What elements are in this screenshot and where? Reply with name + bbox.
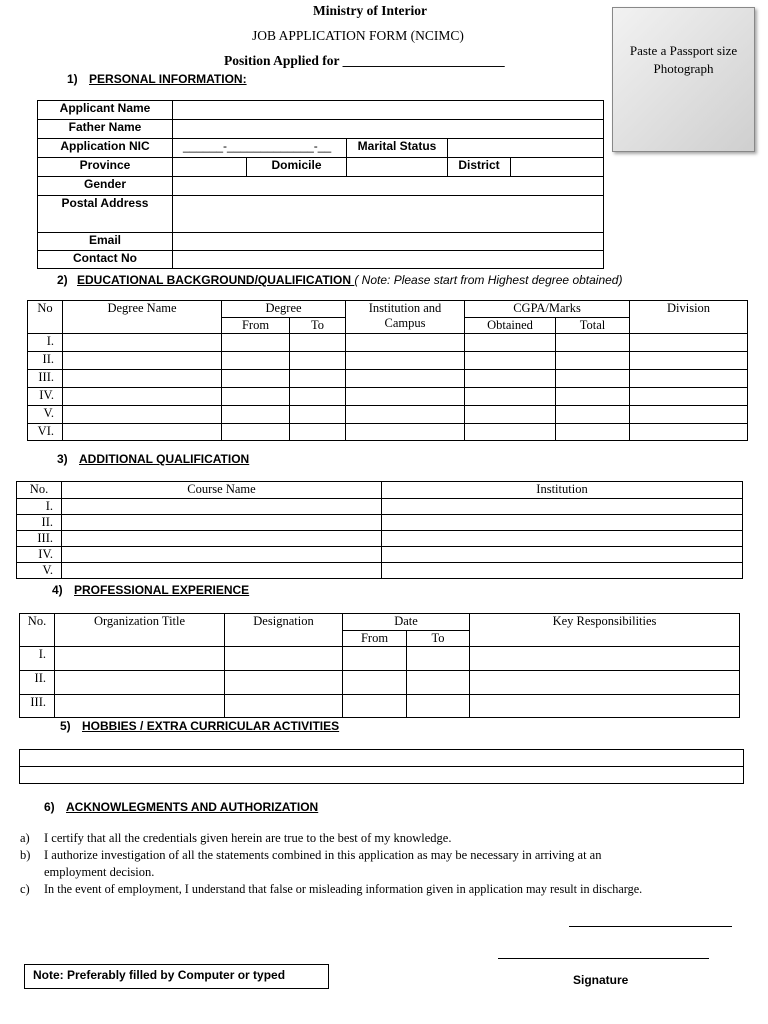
section-2-number: 2) (57, 273, 68, 287)
addq-row-no: IV. (17, 547, 62, 563)
edu-row-no: II. (28, 352, 63, 370)
edu-row-no: III. (28, 370, 63, 388)
edu-header-obtained: Obtained (465, 318, 556, 334)
table-row (17, 499, 743, 515)
edu-cell[interactable] (630, 406, 748, 424)
edu-header-no: No (28, 301, 63, 334)
exp-cell[interactable] (470, 647, 740, 671)
exp-cell[interactable] (407, 695, 470, 718)
exp-cell[interactable] (55, 647, 225, 671)
section-6-number: 6) (44, 800, 55, 814)
marital-status-field[interactable] (448, 139, 604, 158)
edu-cell[interactable] (556, 334, 630, 352)
section-1-number: 1) (67, 72, 78, 86)
acknowledgment-item (20, 864, 755, 881)
exp-row-no: I. (20, 647, 55, 671)
photo-text-line1: Paste a Passport size (629, 43, 738, 58)
edu-cell[interactable] (556, 406, 630, 424)
edu-cell[interactable] (290, 424, 346, 441)
edu-cell[interactable] (630, 424, 748, 441)
exp-row-no: III. (20, 695, 55, 718)
section-4-title: PROFESSIONAL EXPERIENCE (74, 583, 250, 597)
father-name-field[interactable] (173, 120, 604, 139)
acknowledgment-item (20, 881, 755, 898)
footer-note-text: Note: Preferably filled by Computer or typed (33, 968, 286, 982)
professional-experience-table (19, 613, 740, 718)
edu-cell[interactable] (556, 370, 630, 388)
domicile-field[interactable] (347, 158, 448, 177)
edu-cell[interactable] (465, 424, 556, 441)
table-row (17, 515, 743, 531)
addq-header-institution: Institution (382, 482, 743, 499)
father-name-label: Father Name (38, 120, 173, 139)
photo-text-line2: Photograph (653, 61, 714, 76)
edu-cell[interactable] (556, 388, 630, 406)
exp-header-from: From (343, 631, 407, 647)
gender-label: Gender (38, 177, 173, 196)
edu-cell[interactable] (346, 334, 465, 352)
edu-header-to: To (290, 318, 346, 334)
edu-cell[interactable] (556, 424, 630, 441)
domicile-label: Domicile (247, 158, 347, 177)
exp-header-org: Organization Title (55, 614, 225, 647)
addq-cell[interactable] (382, 531, 743, 547)
edu-cell[interactable] (290, 352, 346, 370)
section-5-heading (60, 719, 339, 733)
addq-cell[interactable] (62, 499, 382, 515)
edu-cell[interactable] (222, 334, 290, 352)
addq-cell[interactable] (62, 563, 382, 579)
province-field[interactable] (173, 158, 247, 177)
exp-cell[interactable] (55, 671, 225, 695)
addq-cell[interactable] (62, 547, 382, 563)
hobbies-field[interactable] (20, 767, 744, 784)
edu-cell[interactable] (222, 370, 290, 388)
exp-header-designation: Designation (225, 614, 343, 647)
exp-cell[interactable] (407, 671, 470, 695)
email-field[interactable] (173, 233, 604, 251)
addq-header-course: Course Name (62, 482, 382, 499)
addq-cell[interactable] (382, 499, 743, 515)
hobbies-table (19, 749, 744, 784)
table-row (20, 647, 740, 671)
exp-cell[interactable] (225, 671, 343, 695)
exp-cell[interactable] (407, 647, 470, 671)
edu-cell[interactable] (63, 424, 222, 441)
edu-cell[interactable] (346, 370, 465, 388)
edu-header-degree-name: Degree Name (63, 301, 222, 334)
edu-cell[interactable] (465, 334, 556, 352)
edu-header-institution-line1: Institution and (368, 301, 442, 315)
exp-cell[interactable] (55, 695, 225, 718)
nic-label: Application NIC (38, 139, 173, 158)
ack-marker: b) (20, 848, 31, 862)
table-row (28, 424, 748, 441)
section-4-heading (52, 583, 249, 597)
addq-cell[interactable] (62, 531, 382, 547)
edu-cell[interactable] (222, 352, 290, 370)
edu-cell[interactable] (556, 352, 630, 370)
table-row (20, 695, 740, 718)
edu-header-institution (346, 301, 465, 334)
email-label: Email (38, 233, 173, 251)
table-row (28, 334, 748, 352)
edu-cell[interactable] (630, 352, 748, 370)
addq-cell[interactable] (62, 515, 382, 531)
ack-marker: a) (20, 831, 30, 845)
section-3-number: 3) (57, 452, 68, 466)
edu-header-total: Total (556, 318, 630, 334)
nic-field[interactable]: ______-_____________-__ (173, 139, 347, 158)
section-1-title: PERSONAL INFORMATION: (89, 72, 247, 86)
postal-address-field[interactable] (173, 196, 604, 233)
edu-cell[interactable] (465, 370, 556, 388)
edu-header-from: From (222, 318, 290, 334)
exp-header-no: No. (20, 614, 55, 647)
signature-line-upper (569, 926, 732, 927)
edu-row-no: V. (28, 406, 63, 424)
edu-row-no: I. (28, 334, 63, 352)
exp-cell[interactable] (470, 695, 740, 718)
district-label: District (448, 158, 511, 177)
edu-cell[interactable] (290, 388, 346, 406)
addq-cell[interactable] (382, 563, 743, 579)
edu-cell[interactable] (346, 388, 465, 406)
exp-header-key: Key Responsibilities (470, 614, 740, 647)
addq-cell[interactable] (382, 547, 743, 563)
personal-info-table (37, 100, 604, 269)
additional-qualification-table (16, 481, 743, 579)
exp-cell[interactable] (470, 671, 740, 695)
edu-cell[interactable] (63, 406, 222, 424)
ack-text: I certify that all the credentials given herein are true to the best of my knowledge. (44, 831, 452, 845)
table-row (28, 352, 748, 370)
edu-cell[interactable] (290, 370, 346, 388)
edu-cell[interactable] (222, 406, 290, 424)
section-2-heading (57, 273, 622, 287)
addq-cell[interactable] (382, 515, 743, 531)
postal-address-label: Postal Address (38, 196, 173, 233)
section-5-number: 5) (60, 719, 71, 733)
edu-cell[interactable] (346, 406, 465, 424)
section-2-title: EDUCATIONAL BACKGROUND/QUALIFICATION (77, 273, 355, 287)
edu-header-cgpa: CGPA/Marks (465, 301, 630, 318)
edu-cell[interactable] (222, 388, 290, 406)
contact-label: Contact No (38, 251, 173, 269)
exp-cell[interactable] (343, 695, 407, 718)
acknowledgment-item (20, 847, 755, 864)
addq-row-no: III. (17, 531, 62, 547)
edu-cell[interactable] (630, 334, 748, 352)
edu-cell[interactable] (290, 334, 346, 352)
edu-cell[interactable] (290, 406, 346, 424)
ack-marker: c) (20, 882, 30, 896)
exp-row-no: II. (20, 671, 55, 695)
edu-header-degree: Degree (222, 301, 346, 318)
edu-cell[interactable] (222, 424, 290, 441)
edu-cell[interactable] (63, 334, 222, 352)
section-6-title: ACKNOWLEGMENTS AND AUTHORIZATION (66, 800, 319, 814)
edu-row-no: IV. (28, 388, 63, 406)
ack-text: In the event of employment, I understand that false or misleading information given in application may result in discharge. (44, 882, 643, 896)
education-table (27, 300, 748, 441)
applicant-name-label: Applicant Name (38, 101, 173, 120)
footer-note-box (24, 964, 329, 989)
section-2-note: ( Note: Please start from Highest degree obtained) (354, 273, 623, 287)
exp-header-to: To (407, 631, 470, 647)
exp-header-date: Date (343, 614, 470, 631)
ack-text: I authorize investigation of all the statements combined in this application as may be necessary in arriving at an (44, 848, 602, 862)
table-row (17, 563, 743, 579)
edu-cell[interactable] (630, 388, 748, 406)
signature-label: Signature (573, 973, 629, 987)
addq-row-no: I. (17, 499, 62, 515)
addq-row-no: V. (17, 563, 62, 579)
table-row (28, 370, 748, 388)
table-row (17, 531, 743, 547)
acknowledgment-item (20, 830, 755, 847)
gender-field[interactable] (173, 177, 604, 196)
table-row (28, 388, 748, 406)
form-title: JOB APPLICATION FORM (NCIMC) (252, 28, 464, 43)
addq-header-no: No. (17, 482, 62, 499)
table-row (17, 547, 743, 563)
section-5-title: HOBBIES / EXTRA CURRICULAR ACTIVITIES (82, 719, 340, 733)
exp-cell[interactable] (225, 647, 343, 671)
photo-instruction (613, 42, 754, 78)
acknowledgment-list (20, 830, 755, 898)
exp-cell[interactable] (343, 671, 407, 695)
section-1-heading (67, 72, 247, 86)
province-label: Province (38, 158, 173, 177)
table-row (20, 671, 740, 695)
section-4-number: 4) (52, 583, 63, 597)
ack-text: employment decision. (44, 865, 155, 879)
edu-header-institution-line2: Campus (384, 316, 426, 330)
edu-cell[interactable] (465, 352, 556, 370)
exp-cell[interactable] (225, 695, 343, 718)
edu-cell[interactable] (465, 388, 556, 406)
marital-status-label: Marital Status (347, 139, 448, 158)
edu-cell[interactable] (346, 424, 465, 441)
edu-cell[interactable] (63, 352, 222, 370)
table-row (28, 406, 748, 424)
position-applied[interactable]: Position Applied for ________________________ (224, 53, 505, 68)
contact-field[interactable] (173, 251, 604, 269)
edu-cell[interactable] (63, 370, 222, 388)
ministry-title: Ministry of Interior (313, 3, 427, 18)
applicant-name-field[interactable] (173, 101, 604, 120)
section-6-heading (44, 800, 318, 814)
edu-cell[interactable] (63, 388, 222, 406)
exp-cell[interactable] (343, 647, 407, 671)
addq-row-no: II. (17, 515, 62, 531)
district-field[interactable] (511, 158, 604, 177)
edu-cell[interactable] (630, 370, 748, 388)
passport-photo-box[interactable] (612, 7, 755, 152)
edu-header-division: Division (630, 301, 748, 334)
section-3-title: ADDITIONAL QUALIFICATION (79, 452, 250, 466)
section-3-heading (57, 452, 249, 466)
hobbies-field[interactable] (20, 750, 744, 767)
signature-line[interactable] (498, 958, 709, 959)
edu-cell[interactable] (465, 406, 556, 424)
edu-cell[interactable] (346, 352, 465, 370)
edu-row-no: VI. (28, 424, 63, 441)
